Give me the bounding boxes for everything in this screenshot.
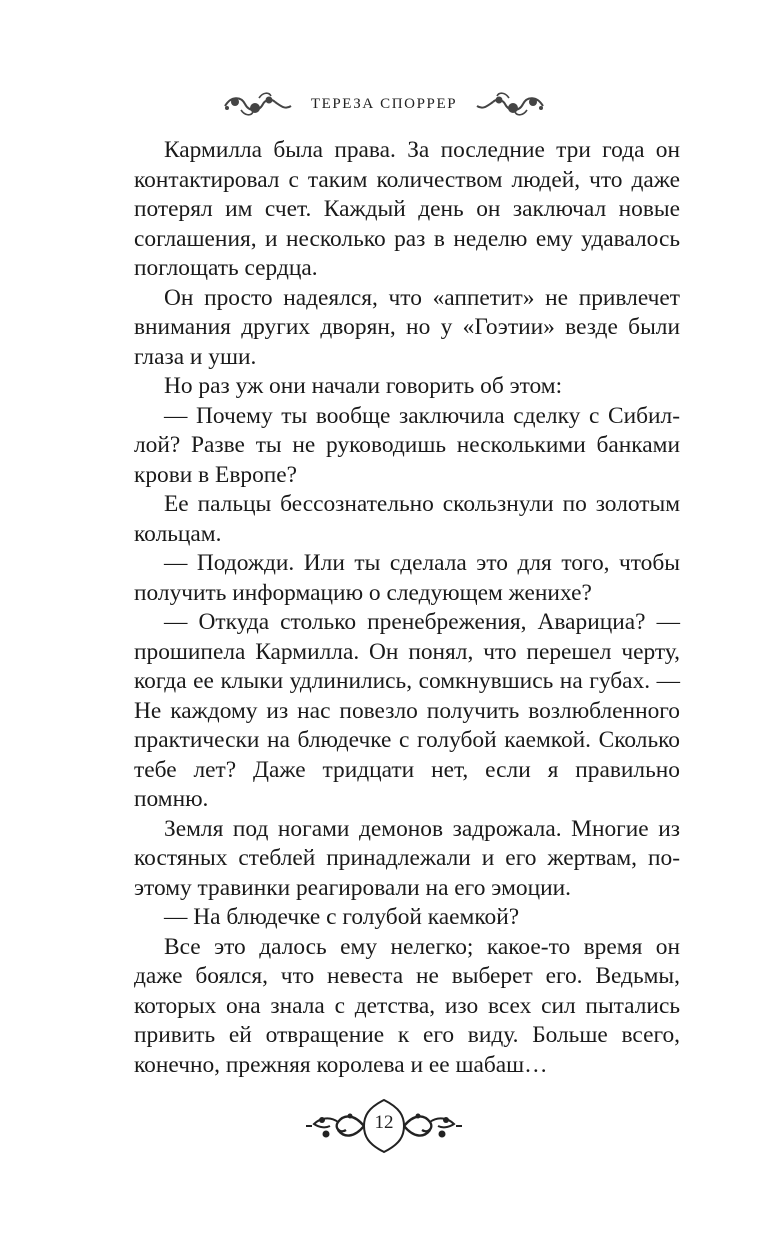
paragraph: Все это далось ему нелегко; какое-то время он даже боялся, что невеста не выберет его. Ведьмы, которых она знала с детства, изо всех сил пытались привить ей отвращение к его виду. Больше всего, конечно, прежняя королева и ее шабаш…	[134, 933, 680, 1078]
paragraph: — Подожди. Или ты сделала это для того, чтобы получить информацию о следующем женихе?	[134, 550, 680, 606]
paragraph: — Откуда столько пренебрежения, Аварициа? — прошипела Кармилла. Он понял, что перешел черту, когда ее клыки удлинились, сомкнувшись на губах. — Не каждому из нас повезло получить возлюбленного практически на блюдечке с голубой каемкой. Сколько тебе лет? Даже тридцати нет, если я правильно помню.	[134, 609, 680, 812]
page-number: 12	[374, 1112, 394, 1133]
paragraph: Но раз уж они начали говорить об этом:	[164, 373, 563, 399]
paragraph: Ее пальцы бессознательно скользнули по золотым кольцам.	[134, 491, 680, 547]
paragraph: Кармилла была права. За последние три года он контактировал с таким количеством людей, что даже потерял им счет. Каждый день он заключал новые соглашения, и несколько раз в неделю ему удавалось поглощать сердца.	[134, 137, 680, 281]
paragraph: — Почему ты вообще заключила сделку с Сибиллой? Разве ты не руководишь несколькими банками крови в Европе?	[134, 402, 680, 488]
body-text	[134, 136, 680, 1080]
paragraph: — На блюдечке с голубой каемкой?	[164, 904, 520, 930]
running-header	[0, 86, 768, 122]
left-flourish-icon	[221, 88, 293, 120]
paragraph: Он просто надеялся, что «аппетит» не привлечет внимания других дворян, но у «Гоэтии» везде были глаза и уши.	[134, 284, 680, 370]
paragraph: Земля под ногами демонов задрожала. Многие из костяных стеблей принадлежали и его жертвам, поэтому травинки реагировали на его эмоции.	[134, 815, 680, 901]
book-author: ТЕРЕЗА СПОРРЕР	[310, 95, 458, 112]
right-flourish-icon	[475, 88, 547, 120]
